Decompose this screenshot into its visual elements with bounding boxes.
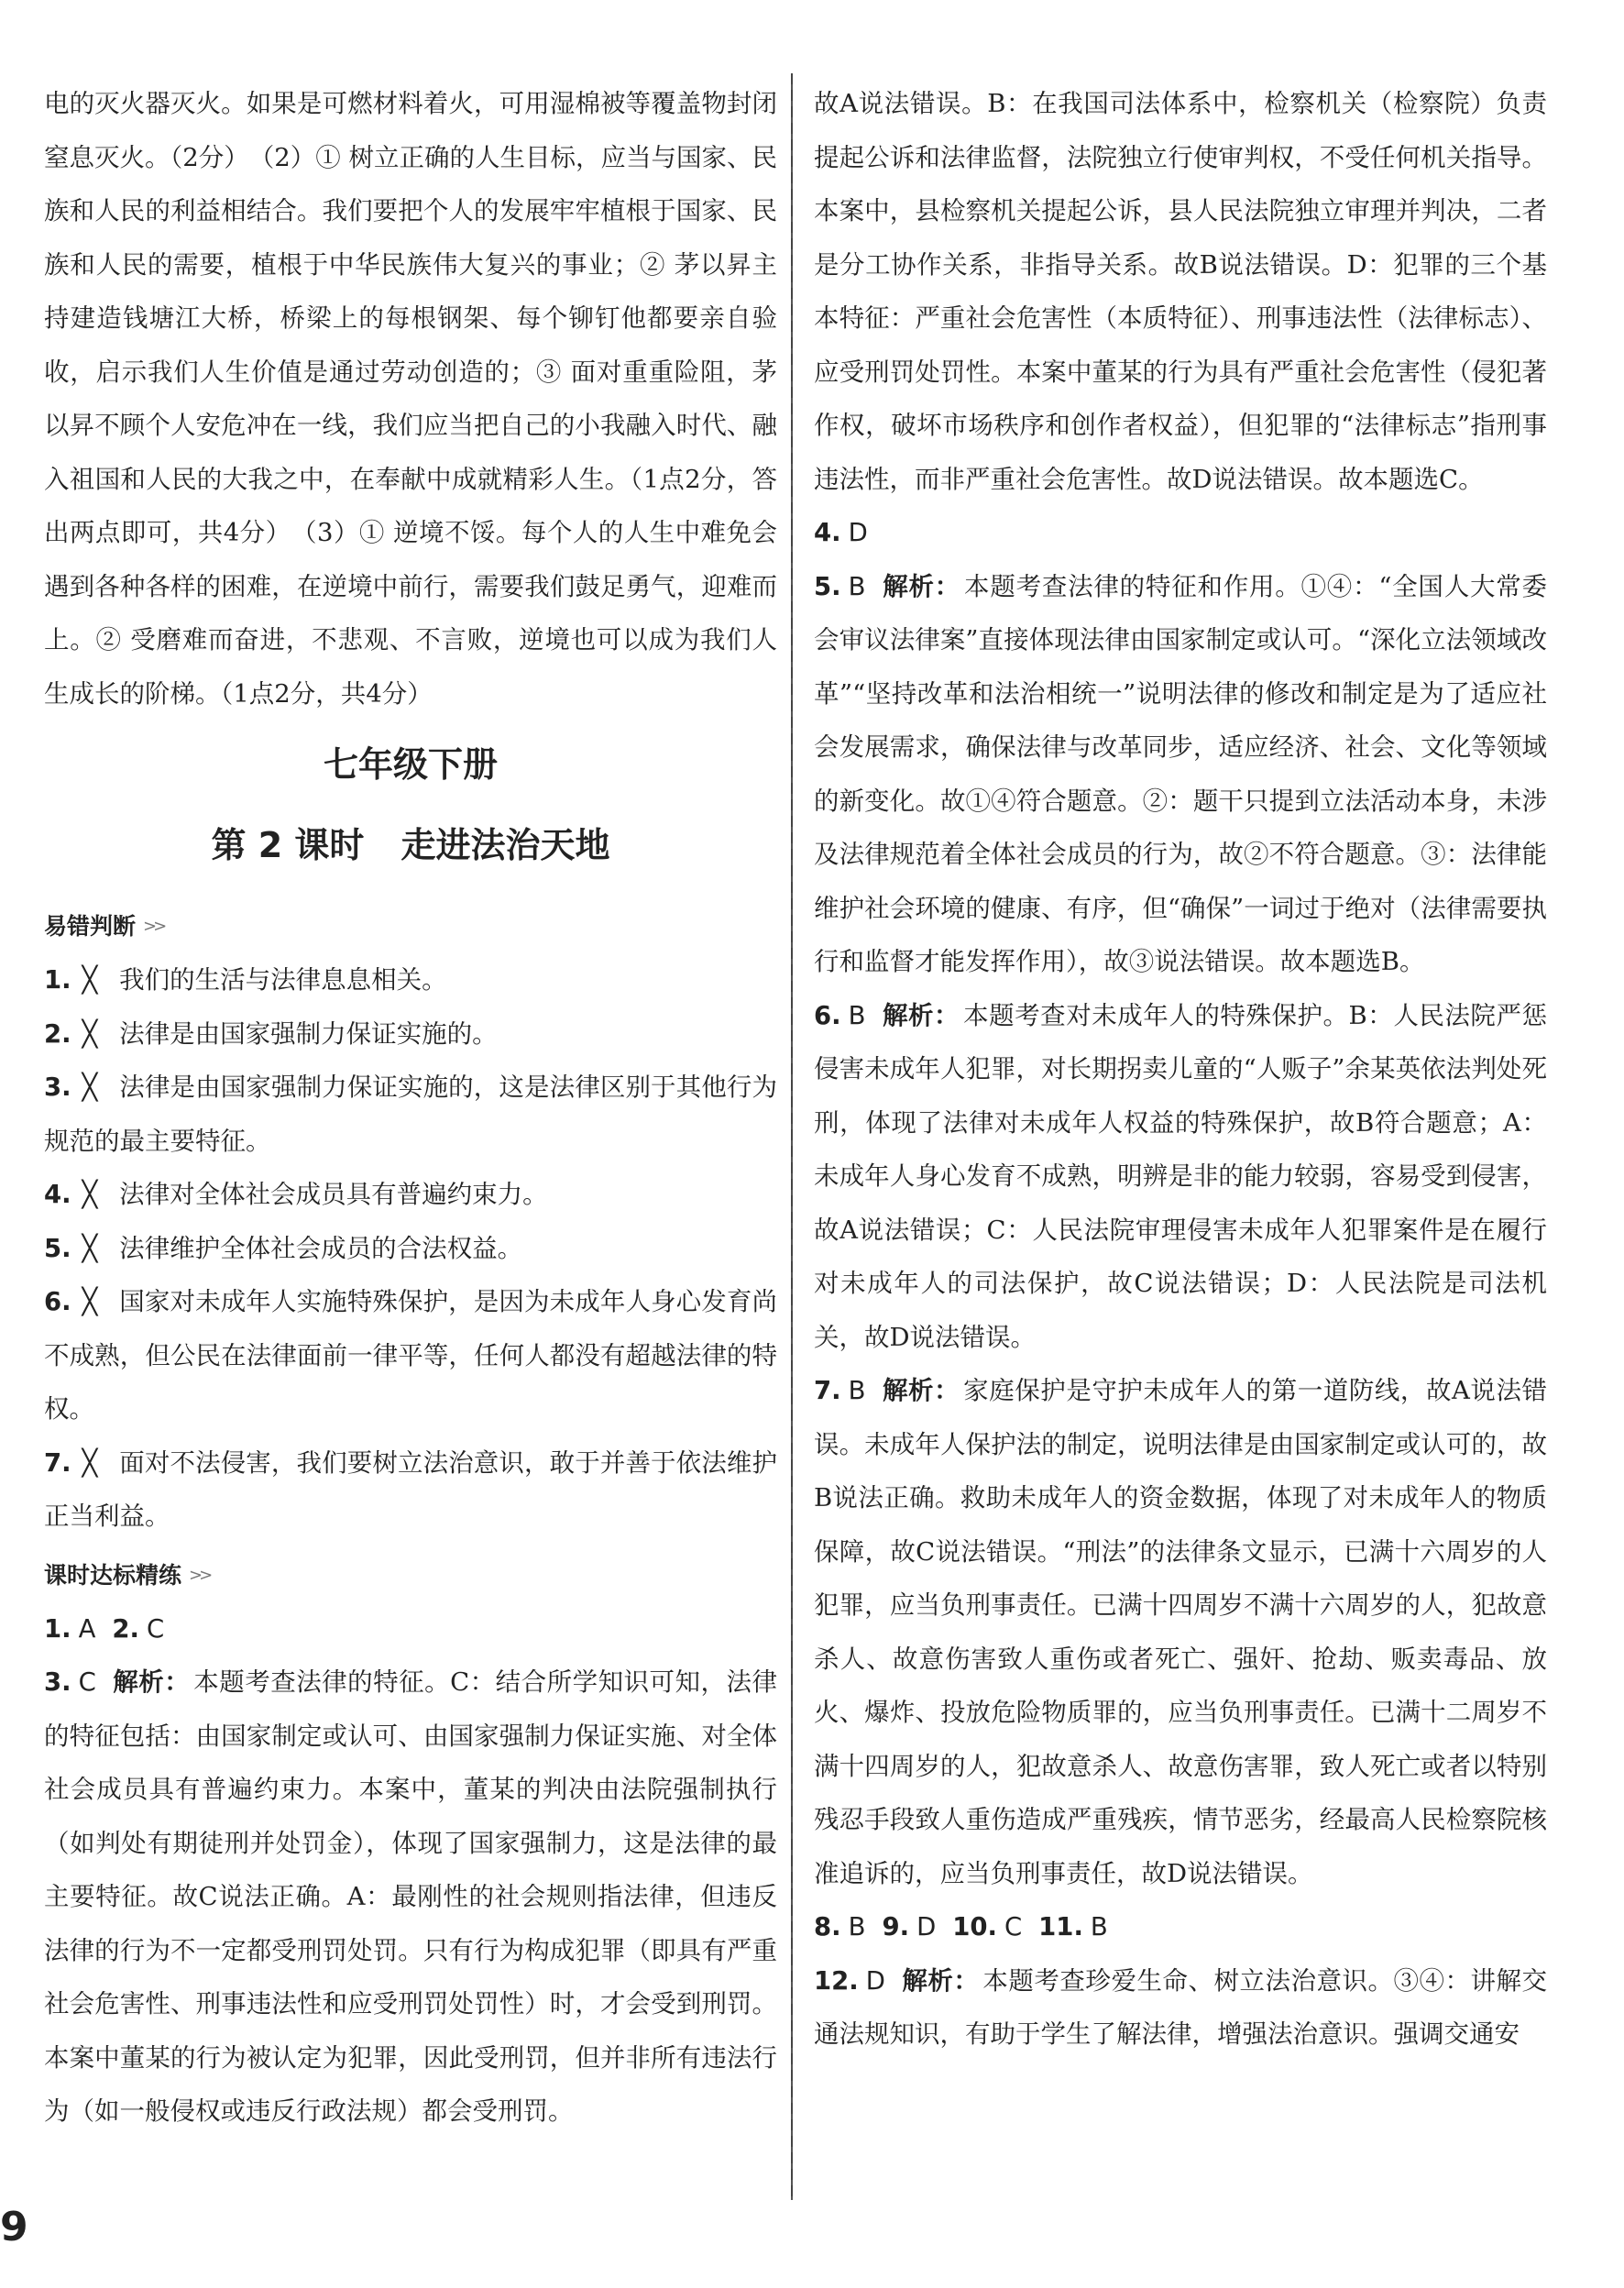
judgment-item: 7. ╳ 面对不法侵害，我们要树立法治意识，敢于并善于依法维护正当利益。 [44, 1447, 777, 1531]
judgment-item: 2. ╳ 法律是由国家强制力保证实施的。 [44, 1018, 498, 1049]
section-heading-practice: 课时达标精练 >> [44, 1549, 777, 1602]
section-heading-judgments: 易错判断 >> [44, 900, 777, 953]
lesson-number: 第 2 课时 [211, 825, 365, 865]
cross-mark-icon: ╳ [82, 1233, 98, 1263]
answer-line-1-2: 1. A 2. C [44, 1613, 165, 1644]
lesson-name: 走进法治天地 [401, 825, 610, 865]
cross-mark-icon: ╳ [82, 1447, 98, 1478]
page-number: 9 [0, 2204, 28, 2250]
double-chevron-icon: >> [189, 1565, 210, 1585]
answer-7: 7. B 解析： 家庭保护是守护未成年人的第一道防线，故A说法错误。未成年人保护法的制定，说明法律是由国家制定或认可的，故B说法正确。救助未成年人的资金数据，体现了对未成年人的物质保障，故C说法错误。“刑法”的法律条文显示，已满十六周岁的人犯罪，应当负刑事责任。已满十四周岁不满十六周岁的人，犯故意杀人、故意伤害致人重伤或者死亡、强奸、抢劫、贩卖毒品、放火、爆炸、投放危险物质罪的，应当负刑事责任。已满十二周岁不满十四周岁的人，犯故意杀人、故意伤害罪，致人死亡或者以特别残忍手段致人重伤造成严重残疾，情节恶劣，经最高人民检察院核准追诉的，应当负刑事责任，故D说法错误。 [814, 1376, 1548, 1888]
cross-mark-icon: ╳ [82, 965, 98, 995]
judgment-item: 3. ╳ 法律是由国家强制力保证实施的，这是法律区别于其他行为规范的最主要特征。 [44, 1072, 777, 1156]
answer-6: 6. B 解析： 本题考查对未成年人的特殊保护。B：人民法院严惩侵害未成年人犯罪，对长期拐卖儿童的“人贩子”余某英依法判处死刑，体现了法律对未成年人权益的特殊保护，故B符合题意；A：未成年人身心发育不成熟，明辨是非的能力较弱，容易受到侵害，故A说法错误；C：人民法院审理侵害未成年人犯罪案件是在履行对未成年人的司法保护，故C说法错误；D：人民法院是司法机关，故D说法错误。 [814, 1000, 1547, 1352]
cross-mark-icon: ╳ [82, 1072, 98, 1102]
judgment-item: 6. ╳ 国家对未成年人实施特殊保护，是因为未成年人身心发育尚不成熟，但公民在法律面前一律平等，任何人都没有超越法律的特权。 [44, 1287, 777, 1424]
intro-paragraph: 电的灭火器灭火。如果是可燃材料着火，可用湿棉被等覆盖物封闭窒息灭火。（2分） （2）① 树立正确的人生目标，应当与国家、民族和人民的利益相结合。我们要把个人的发展牢牢植根于国家、民族和人民的需要，植根于中华民族伟大复兴的事业；② 茅以昇主持建造钱塘江大桥，桥梁上的每根钢架、每个铆钉他都要亲自验收，启示我们人生价值是通过劳动创造的；③ 面对重重险阻，茅以昇不顾个人安危冲在一线，我们应当把自己的小我融入时代、融入祖国和人民的大我之中，在奉献中成就精彩人生。（1点2分，答出两点即可，共4分） （3）① 逆境不馁。每个人的人生中难免会遇到各种各样的困难，在逆境中前行，需要我们鼓足勇气，迎难而上。② 受磨难而奋进，不悲观、不言败，逆境也可以成为我们人生成长的阶梯。（1点2分，共4分） [44, 89, 777, 709]
answer-12: 12. D 解析： 本题考查珍爱生命、树立法治意识。③④：讲解交通法规知识，有助于学生了解法律，增强法治意识。强调交通安 [814, 1965, 1547, 2049]
answer-4: 4. D [814, 518, 868, 547]
judgment-item: 1. ╳ 我们的生活与法律息息相关。 [44, 965, 447, 995]
cross-mark-icon: ╳ [82, 1018, 98, 1049]
left-column [44, 77, 777, 2139]
answer-3-continued: 故A说法错误。B：在我国司法体系中，检察机关（检察院）负责提起公诉和法律监督，法院独立行使审判权，不受任何机关指导。本案中，县检察机关提起公诉，县人民法院独立审理并判决，二者是分工协作关系，非指导关系。故B说法错误。D：犯罪的三个基本特征：严重社会危害性（本质特征）、刑事违法性（法律标志）、应受刑罚处罚性。本案中董某的行为具有严重社会危害性（侵犯著作权，破坏市场秩序和创作者权益），但犯罪的“法律标志”指刑事违法性，而非严重社会危害性。故D说法错误。故本题选C。 [814, 89, 1547, 494]
grade-title: 七年级下册 [323, 744, 498, 785]
answer-line-8-11: 8. B 9. D 10. C 11. B [814, 1912, 1108, 1942]
judgment-item: 5. ╳ 法律维护全体社会成员的合法权益。 [44, 1233, 523, 1263]
answer-3: 3. C 解析： 本题考查法律的特征。C：结合所学知识可知，法律的特征包括：由国家制定或认可、由国家强制力保证实施、对全体社会成员具有普遍约束力。本案中，董某的判决由法院强制执行（如判处有期徒刑并处罚金），体现了国家强制力，这是法律的最主要特征。故C说法正确。A：最刚性的社会规则指法律，但违反法律的行为不一定都受刑罚处罚。只有行为构成犯罪（即具有严重社会危害性、刑事违法性和应受刑罚处罚性）时，才会受到刑罚。本案中董某的行为被认定为犯罪，因此受刑罚，但并非所有违法行为（如一般侵权或违反行政法规）都会受刑罚。 [44, 1667, 777, 2126]
cross-mark-icon: ╳ [82, 1287, 98, 1316]
cross-mark-icon: ╳ [82, 1180, 98, 1209]
column-divider [791, 73, 793, 2200]
judgment-item: 4. ╳ 法律对全体社会成员具有普遍约束力。 [44, 1180, 548, 1209]
double-chevron-icon: >> [143, 917, 164, 936]
lesson-title [44, 818, 777, 873]
answer-5: 5. B 解析： 本题考查法律的特征和作用。①④：“全国人大常委会审议法律案”直接体现法律由国家制定或认可。“深化立法领域改革”“坚持改革和法治相统一”说明法律的修改和制定是为了适应社会发展需求，确保法律与改革同步，适应经济、社会、文化等领域的新变化。故①④符合题意。②：题干只提到立法活动本身，未涉及法律规范着全体社会成员的行为，故②不符合题意。③：法律能维护社会环境的健康、有序，但“确保”一词过于绝对（法律需要执行和监督才能发挥作用），故③说法错误。故本题选B。 [814, 571, 1548, 976]
right-column [814, 77, 1547, 2062]
